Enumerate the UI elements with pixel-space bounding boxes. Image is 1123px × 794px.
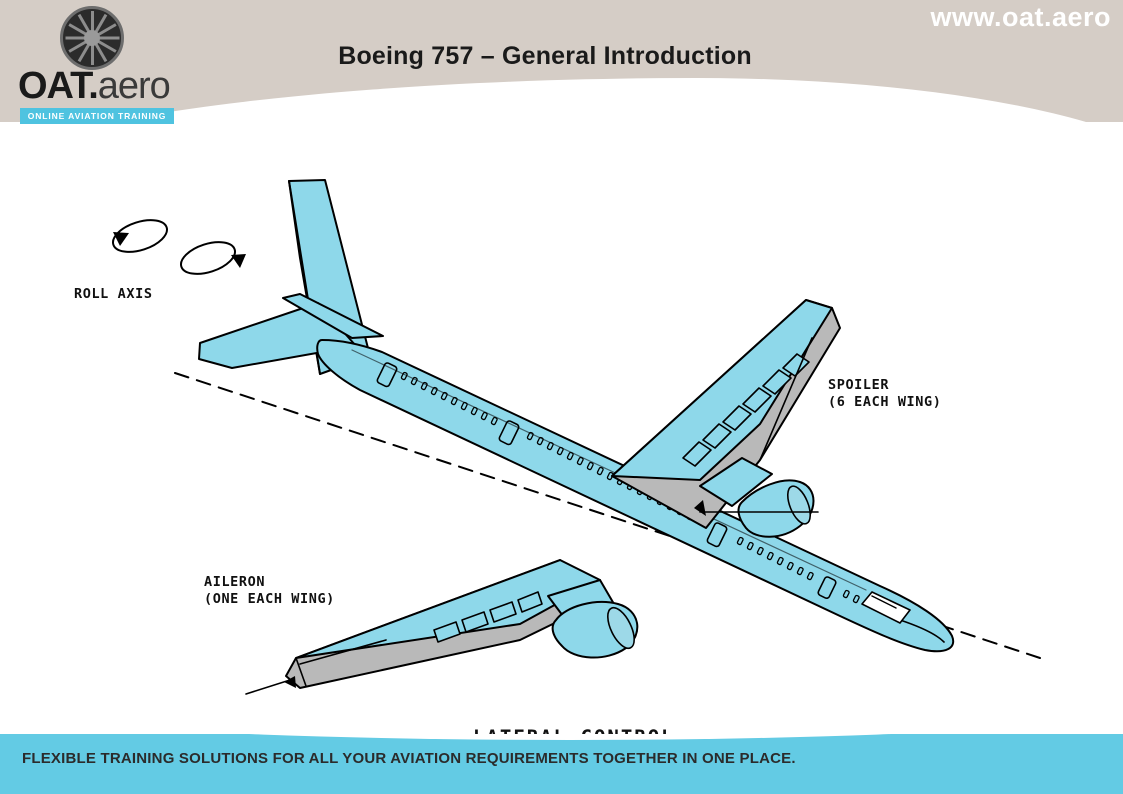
logo-brand-suffix: aero: [97, 65, 170, 107]
label-spoiler-line2: (6 EACH WING): [828, 394, 942, 410]
turbine-icon: [60, 6, 124, 70]
logo-brand-dot: .: [88, 65, 98, 107]
label-spoiler-line1: SPOILER: [828, 377, 890, 393]
site-url: www.oat.aero: [930, 2, 1111, 32]
page-title: Boeing 757 – General Introduction: [338, 42, 752, 70]
logo-wordmark: [18, 66, 178, 106]
aileron-leader-line: [246, 680, 290, 694]
aircraft-diagram-svg: [0, 128, 1123, 758]
footer-curve-decoration: [0, 734, 1123, 740]
oat-logo[interactable]: [18, 4, 178, 128]
logo-brand-main: OAT: [18, 65, 89, 107]
label-roll-axis: ROLL AXIS: [74, 286, 153, 302]
logo-tagline: ONLINE AVIATION TRAINING: [20, 108, 174, 124]
footer-tagline: FLEXIBLE TRAINING SOLUTIONS FOR ALL YOUR AVIATION REQUIREMENTS TOGETHER IN ONE PLACE.: [22, 750, 796, 767]
roll-rotation-arrow-2: [177, 236, 239, 280]
aircraft-diagram: [0, 128, 1123, 758]
footer-band: [0, 734, 1123, 794]
label-aileron-line2: (ONE EACH WING): [204, 591, 335, 607]
label-aileron-line1: AILERON: [204, 574, 266, 590]
